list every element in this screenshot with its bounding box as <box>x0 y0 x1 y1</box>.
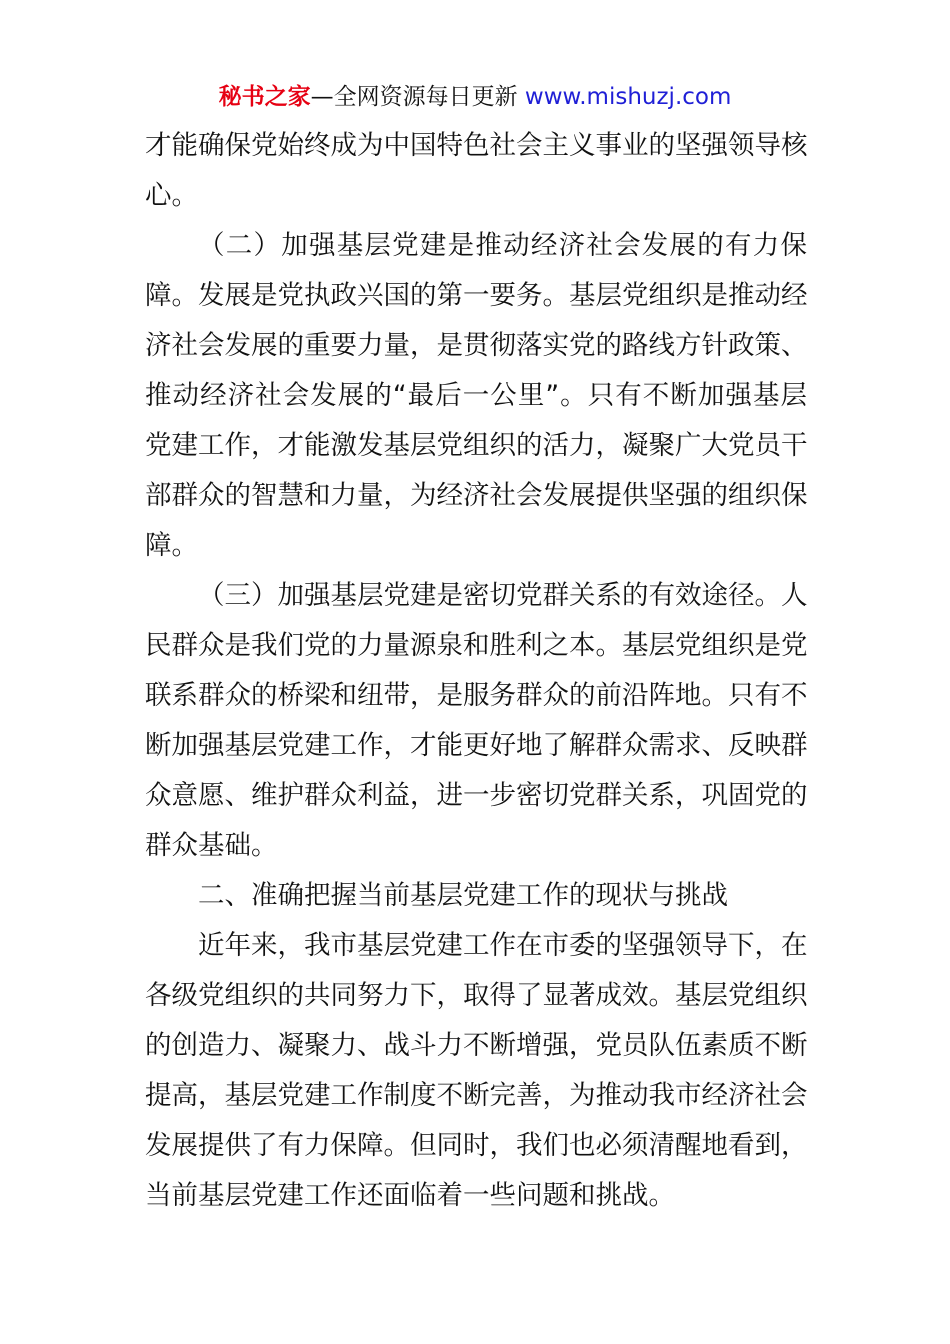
text-line: 障。 <box>145 530 198 561</box>
header-url: www.mishuzj.com <box>524 84 732 110</box>
watermark-header <box>0 82 950 112</box>
text-line: 各级党组织的共同努力下，取得了显著成效。基层党组织 <box>145 980 808 1011</box>
text-line: 才能确保党始终成为中国特色社会主义事业的坚强领导核 <box>145 130 808 161</box>
text-line: 障。发展是党执政兴国的第一要务。基层党组织是推动经 <box>145 280 808 311</box>
header-slogan: —全网资源每日更新 <box>310 84 525 110</box>
text-line: 部群众的智慧和力量，为经济社会发展提供坚强的组织保 <box>145 480 808 511</box>
document-body <box>145 121 807 1221</box>
text-line: 提高，基层党建工作制度不断完善，为推动我市经济社会 <box>145 1080 808 1111</box>
text-line: （二）加强基层党建是推动经济社会发展的有力保 <box>198 230 807 261</box>
text-line: 济社会发展的重要力量，是贯彻落实党的路线方针政策、 <box>145 330 808 361</box>
text-line: 民群众是我们党的力量源泉和胜利之本。基层党组织是党 <box>145 630 808 661</box>
text-line: 二、准确把握当前基层党建工作的现状与挑战 <box>198 880 728 911</box>
text-line: 推动经济社会发展的“最后一公里”。只有不断加强基层 <box>145 380 807 411</box>
text-line: 的创造力、凝聚力、战斗力不断增强，党员队伍素质不断 <box>145 1030 808 1061</box>
text-line: 当前基层党建工作还面临着一些问题和挑战。 <box>145 1180 675 1211</box>
text-line: 心。 <box>145 180 198 211</box>
text-line: 党建工作，才能激发基层党组织的活力，凝聚广大党员干 <box>145 430 808 461</box>
text-line: 发展提供了有力保障。但同时，我们也必须清醒地看到， <box>145 1130 808 1161</box>
text-line: 近年来，我市基层党建工作在市委的坚强领导下，在 <box>198 930 808 961</box>
text-line: 群众基础。 <box>145 830 278 861</box>
text-line: 众意愿、维护群众利益，进一步密切党群关系，巩固党的 <box>145 780 808 811</box>
text-line: 断加强基层党建工作，才能更好地了解群众需求、反映群 <box>145 730 808 761</box>
text-line: 联系群众的桥梁和纽带，是服务群众的前沿阵地。只有不 <box>145 680 808 711</box>
brand-name: 秘书之家 <box>218 84 311 110</box>
text-line: （三）加强基层党建是密切党群关系的有效途径。人 <box>198 580 808 611</box>
